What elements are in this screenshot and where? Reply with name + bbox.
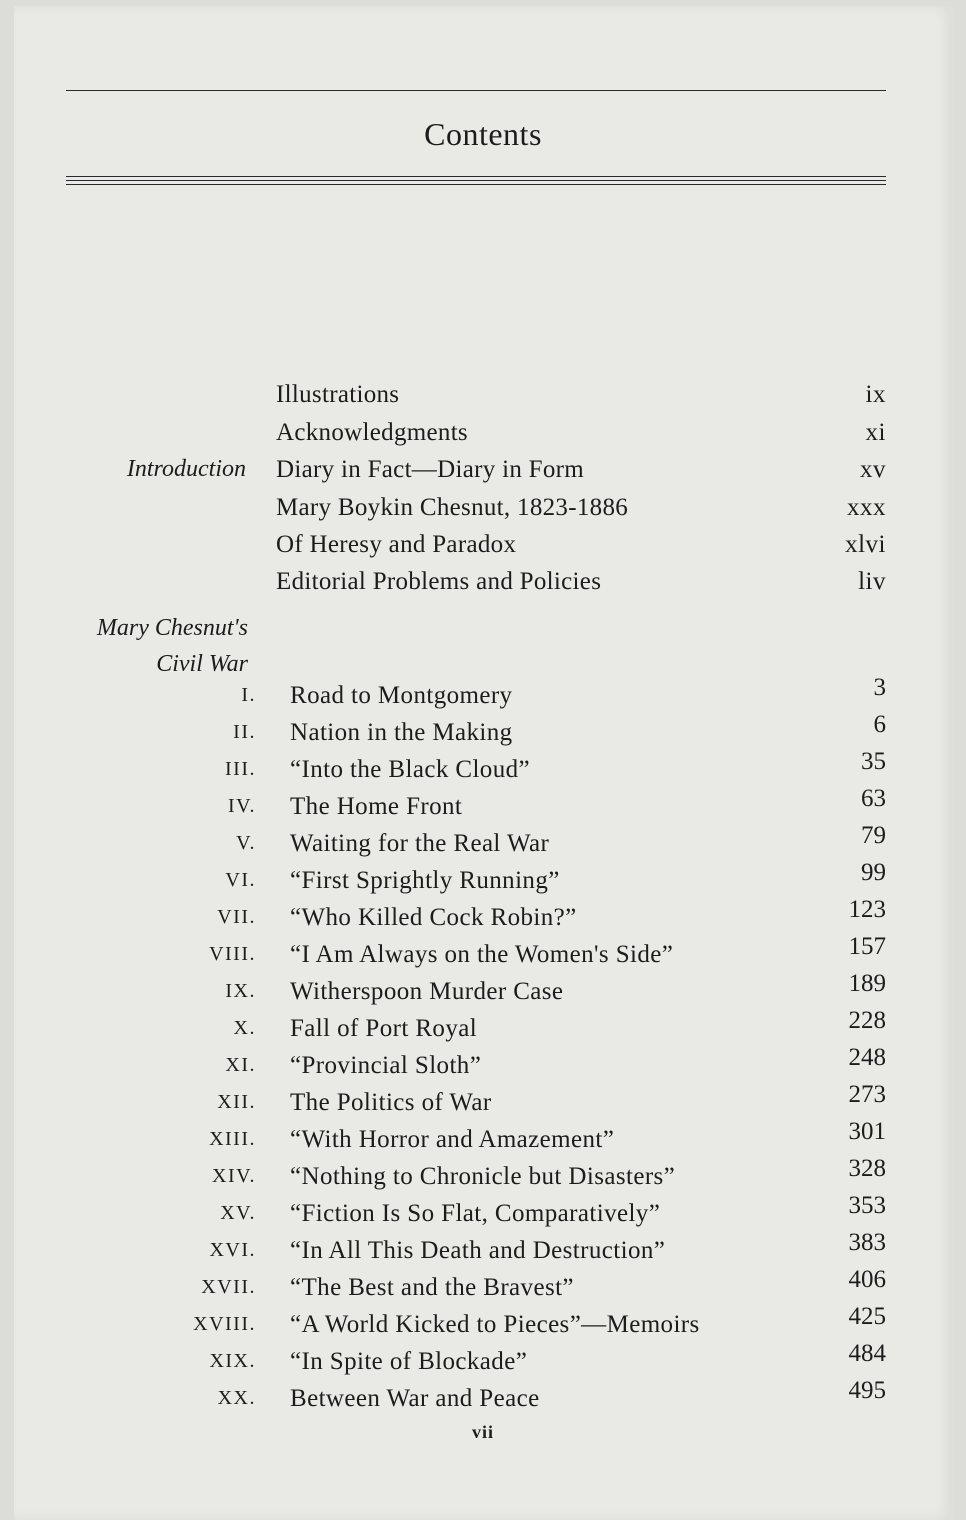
chapter-number: VI. (225, 869, 256, 891)
chapter-page: 353 (848, 1192, 886, 1219)
chapter-title: “Nothing to Chronicle but Disasters” (290, 1163, 676, 1190)
entry-page: xi (865, 419, 886, 446)
chapter-page: 35 (861, 748, 886, 775)
chapter-number: V. (236, 832, 256, 854)
chapter-entry (0, 748, 966, 792)
toc-entry (0, 568, 966, 604)
heading-rule (66, 180, 886, 181)
chapter-title: Fall of Port Royal (290, 1015, 478, 1042)
chapter-title: Between War and Peace (290, 1385, 540, 1412)
chapter-entry (0, 1118, 966, 1162)
chapter-title: “In Spite of Blockade” (290, 1348, 528, 1375)
chapter-entry (0, 1340, 966, 1384)
chapter-title: “In All This Death and Destruction” (290, 1237, 666, 1264)
chapter-page: 3 (873, 674, 886, 701)
chapter-number: XVII. (201, 1276, 256, 1298)
heading-rule (66, 176, 886, 177)
chapter-entry (0, 1266, 966, 1310)
chapter-page: 79 (861, 822, 886, 849)
chapter-entry (0, 1155, 966, 1199)
chapter-entry (0, 1229, 966, 1273)
chapter-entry (0, 1377, 966, 1421)
chapter-title: “First Sprightly Running” (290, 867, 560, 894)
chapter-number: III. (225, 758, 256, 780)
entry-title: Illustrations (276, 381, 400, 408)
chapter-title: The Politics of War (290, 1089, 492, 1116)
chapter-number: XIV. (212, 1165, 256, 1187)
chapter-entry (0, 822, 966, 866)
chapter-entry (0, 1044, 966, 1088)
chapter-entry (0, 1081, 966, 1125)
chapter-title: Waiting for the Real War (290, 830, 550, 857)
chapter-page: 484 (848, 1340, 886, 1367)
chapter-title: “Provincial Sloth” (290, 1052, 482, 1079)
chapter-number: X. (233, 1017, 256, 1039)
chapter-title: “A World Kicked to Pieces”—Memoirs (290, 1311, 700, 1338)
chapter-entry (0, 970, 966, 1014)
chapter-entry (0, 933, 966, 977)
toc-entry (0, 456, 966, 492)
entry-page: xv (860, 456, 886, 483)
chapter-entry (0, 896, 966, 940)
toc-entry (0, 494, 966, 530)
chapter-page: 123 (848, 896, 886, 923)
chapter-page: 189 (848, 970, 886, 997)
chapter-page: 383 (848, 1229, 886, 1256)
chapter-number: XVIII. (193, 1313, 256, 1335)
contents-heading: Contents (424, 116, 542, 152)
chapter-title: “Into the Black Cloud” (290, 756, 530, 783)
chapter-number: XIII. (209, 1128, 256, 1150)
chapter-number: VII. (217, 906, 256, 928)
chapter-title: “The Best and the Bravest” (290, 1274, 574, 1301)
chapter-page: 228 (848, 1007, 886, 1034)
section-heading (97, 610, 248, 682)
chapter-number: XII. (217, 1091, 256, 1113)
chapter-page: 6 (873, 711, 886, 738)
chapter-number: XI. (225, 1054, 256, 1076)
chapter-page: 248 (848, 1044, 886, 1071)
chapter-page: 99 (861, 859, 886, 886)
chapter-page: 301 (848, 1118, 886, 1145)
chapter-entry (0, 1192, 966, 1236)
entry-page: ix (865, 381, 886, 408)
entry-title: Mary Boykin Chesnut, 1823-1886 (276, 494, 629, 521)
chapter-number: VIII. (209, 943, 256, 965)
entry-title: Editorial Problems and Policies (276, 568, 602, 595)
top-rule (66, 90, 886, 91)
chapter-page: 328 (848, 1155, 886, 1182)
chapter-entry (0, 711, 966, 755)
chapter-page: 157 (848, 933, 886, 960)
entry-label: Introduction (126, 456, 246, 482)
chapter-page: 63 (861, 785, 886, 812)
section-heading-line: Civil War (156, 651, 248, 677)
chapter-entry (0, 674, 966, 718)
chapter-number: II. (233, 721, 256, 743)
entry-page: liv (858, 568, 886, 595)
entry-page: xlvi (845, 531, 886, 558)
chapter-title: “I Am Always on the Women's Side” (290, 941, 674, 968)
toc-entry (0, 531, 966, 567)
section-heading-line: Mary Chesnut's (96, 615, 248, 641)
entry-title: Acknowledgments (276, 419, 468, 446)
chapter-number: I. (241, 684, 256, 706)
chapter-number: XVI. (209, 1239, 256, 1261)
chapter-page: 406 (848, 1266, 886, 1293)
chapter-number: XX. (217, 1387, 256, 1409)
heading-rule (66, 184, 886, 185)
entry-title: Diary in Fact—Diary in Form (276, 456, 585, 483)
toc-entry (0, 381, 966, 417)
entry-title: Of Heresy and Paradox (276, 531, 517, 558)
chapter-page: 273 (848, 1081, 886, 1108)
chapter-title: “With Horror and Amazement” (290, 1126, 615, 1153)
chapter-number: XIX. (209, 1350, 256, 1372)
chapter-entry (0, 859, 966, 903)
chapter-number: IX. (225, 980, 256, 1002)
chapter-title: Road to Montgomery (290, 682, 513, 709)
chapter-title: Nation in the Making (290, 719, 513, 746)
chapter-title: The Home Front (290, 793, 463, 820)
chapter-page: 425 (848, 1303, 886, 1330)
chapter-entry (0, 1007, 966, 1051)
chapter-number: IV. (227, 795, 256, 817)
chapter-page: 495 (848, 1377, 886, 1404)
chapter-title: “Fiction Is So Flat, Comparatively” (290, 1200, 661, 1227)
chapter-entry (0, 1303, 966, 1347)
page-folio: vii (471, 1422, 494, 1442)
chapter-title: “Who Killed Cock Robin?” (290, 904, 577, 931)
chapter-title: Witherspoon Murder Case (290, 978, 564, 1005)
chapter-number: XV. (220, 1202, 256, 1224)
chapter-entry (0, 785, 966, 829)
entry-page: xxx (847, 494, 886, 521)
toc-entry (0, 419, 966, 455)
